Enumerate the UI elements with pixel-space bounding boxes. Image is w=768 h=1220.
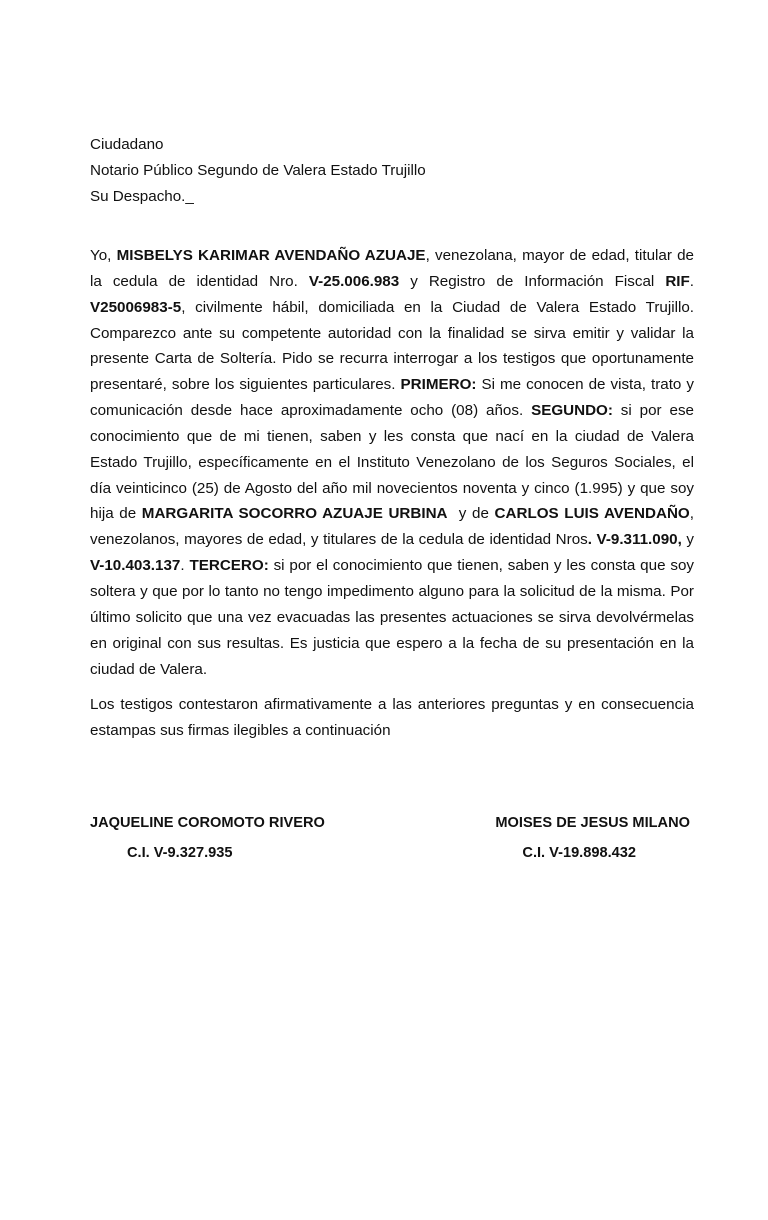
applicant-id-number: V-25.006.983 [308, 272, 400, 290]
body-text: Si me conocen de vista, trato y comunicación desde hace aproximadamente ocho (08) años. [90, 376, 694, 420]
witness-statement: Los testigos contestaron afirmativamente a las anteriores preguntas y en consecuencia estampas sus firmas ilegibles a continuación [90, 696, 694, 740]
mother-name: MARGARITA SOCORRO AZUAJE URBINA [141, 505, 448, 523]
body-text: , venezolanos, mayores de edad, y titulares de la cedula de identidad Nros [90, 505, 694, 549]
mother-id-number: . V-9.311.090, [587, 531, 682, 549]
father-name: CARLOS LUIS AVENDAÑO [494, 505, 690, 523]
father-id-number: V-10.403.137 [90, 557, 181, 575]
witness-name-right: MOISES DE JESUS MILANO [495, 815, 690, 831]
addressee-block [90, 132, 694, 210]
body-text: . [689, 272, 695, 290]
addressee-salutation: Su Despacho._ [90, 188, 194, 205]
signature-left [90, 814, 325, 862]
body-text: y Registro de Información Fiscal [399, 272, 666, 290]
letter-document [90, 132, 694, 744]
third-point-label: TERCERO: [189, 557, 269, 575]
rif-label: RIF [665, 272, 690, 290]
witness-name-left: JAQUELINE COROMOTO RIVERO [90, 815, 325, 831]
second-point-label: SEGUNDO: [531, 402, 613, 420]
body-text: . [180, 557, 190, 575]
rif-number: V25006983-5 [90, 298, 182, 316]
body-text: Yo, [90, 247, 117, 264]
body-text: si por el conocimiento que tienen, saben y les consta que soy soltera y que por lo tanto no tengo impedimento alguno para la solicitud de la misma. Por último solicito que una vez evacuadas las presentes actuaciones se sirva devolvérmelas en original con sus resultas. Es justicia que espero a la fecha de su presentación en la ciudad de Valera. [90, 557, 694, 678]
first-point-label: PRIMERO: [400, 376, 477, 394]
signature-right [495, 814, 690, 862]
petition-paragraph [90, 243, 694, 682]
witness-id-right: C.I. V-19.898.432 [522, 845, 636, 861]
addressee-office: Notario Público Segundo de Valera Estado Trujillo [90, 162, 426, 179]
applicant-name: MISBELYS KARIMAR AVENDAÑO AZUAJE [116, 247, 426, 264]
addressee-title: Ciudadano [90, 136, 164, 153]
body-text: , venezolana, mayor de edad, titular de la cedula de identidad Nro. [90, 247, 695, 290]
witness-id-left: C.I. V-9.327.935 [127, 845, 233, 861]
body-text: y [681, 531, 694, 549]
body-text: si por ese conocimiento que de mi tienen, saben y les consta que nací en la ciudad de Valera Estado Trujillo, específicamente en el Instituto Venezolano de los Seguros Sociales, el día veinticinco (25) de Agosto del año mil novecientos noventa y cinco (1.995) y que soy hija de [90, 402, 694, 523]
body-text: , civilmente hábil, domiciliada en la Ciudad de Valera Estado Trujillo. Comparezco ante su competente autoridad con la finalidad se sirva emitir y validar la presente Carta de Soltería. Pido se recurra interrogar a los testigos que oportunamente presentaré, sobre los siguientes particulares. [90, 298, 694, 394]
body-text: y de [447, 505, 495, 523]
